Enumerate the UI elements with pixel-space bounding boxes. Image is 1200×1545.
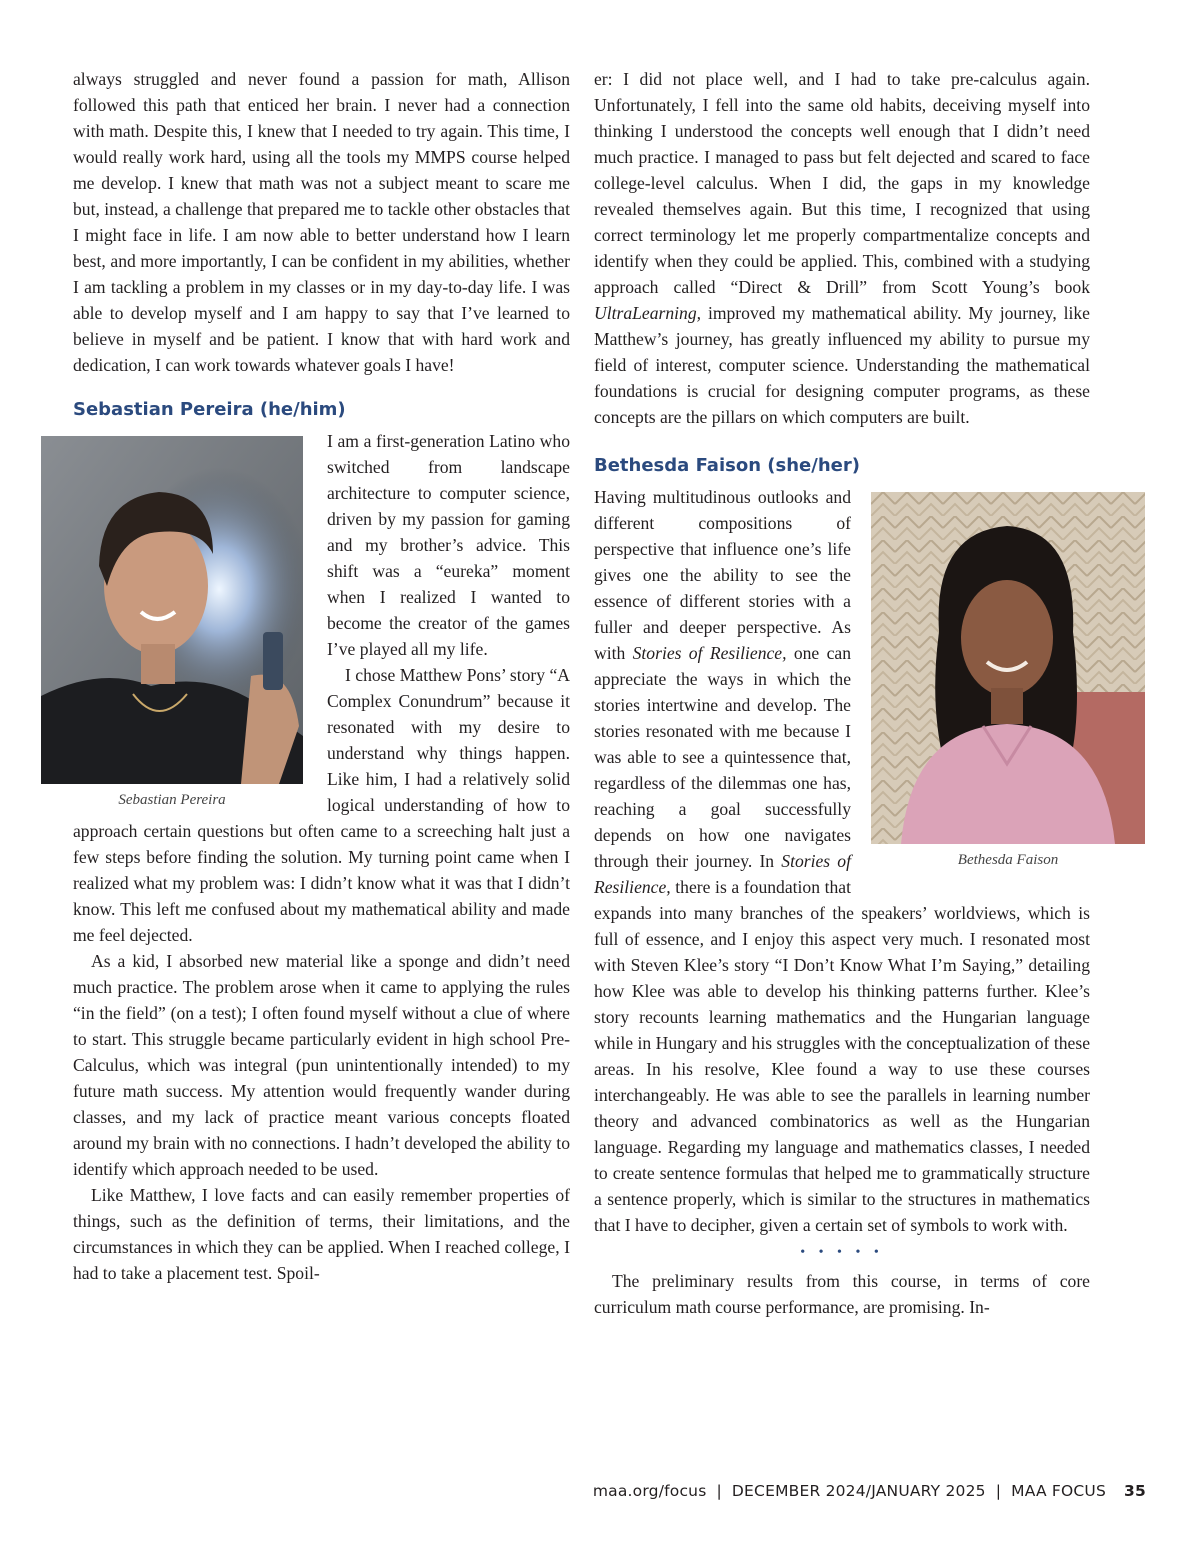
section-divider-dots: • • • • • — [800, 1245, 884, 1260]
footer-magazine: MAA FOCUS — [1011, 1482, 1107, 1500]
paragraph-sebastian-4: Like Matthew, I love facts and can easily remember properties of things, such as the definition of terms, their limitations, and the circumstances in which they can be applied. When I reached college, I had to take a placement test. Spoil- — [73, 1185, 570, 1283]
paragraph-conclusion: The preliminary results from this course, in terms of core curriculum math course performance, are promising. In- — [594, 1271, 1090, 1317]
book-title-stories-of-resilience: Stories of Resilience, — [632, 643, 787, 663]
heading-bethesda-faison: Bethesda Faison (she/her) — [594, 455, 860, 476]
photo-bethesda-faison — [871, 492, 1145, 844]
caption-bethesda-faison: Bethesda Faison — [957, 852, 1059, 868]
right-column — [594, 66, 1090, 1320]
left-column — [73, 66, 570, 1286]
heading-sebastian-pereira: Sebastian Pereira (he/him) — [73, 399, 346, 420]
footer-separator: | — [716, 1482, 722, 1500]
page-number: 35 — [1124, 1482, 1146, 1500]
footer-issue: DECEMBER 2024/JANUARY 2025 — [731, 1482, 986, 1500]
portrait-image-sebastian — [41, 436, 303, 784]
figure-sebastian-pereira — [41, 436, 303, 810]
text-run: improved my mathematical ability. My journey, like Matthew’s journey, has greatly influenced my ability to pursue my field of interest, computer science. Understanding the mathematical foundations is crucial for designing computer programs, as these concepts are the pillars on which computers are built. — [594, 303, 1090, 427]
paragraph-sebastian-2: I chose Matthew Pons’ story “A Complex Conundrum” because it resonated with my desire to understand why things happen. Like him, I had a relatively solid logical understanding of how to approach certain questions but often came to a screeching halt just a few steps before finding the solution. My turning point came when I realized what my problem was: I didn’t know what it was that I didn’t know. This left me confused about my mathematical ability and made me feel dejected. — [73, 665, 570, 945]
text-run: one can appreciate the ways in which the stories intertwine and develop. The stories resonated with me because I was able to see a quintessence that, regardless of the dilemmas one has, reaching a goal successfully depends on how one navigates through their journey. In — [594, 643, 851, 871]
figure-bethesda-faison — [871, 492, 1145, 870]
text-run: Having multitudinous outlooks and different compositions of perspective that influence one’s life gives one the ability to see the essence of different stories with a fuller and deeper perspective. As with — [594, 487, 851, 663]
paragraph-sebastian-continued — [594, 66, 1090, 430]
portrait-image-bethesda — [871, 492, 1145, 844]
book-title-stories-of-resilience-2: Stories of Resilience, — [594, 851, 851, 897]
text-run: er: I did not place well, and I had to take pre-calculus again. Unfortunately, I fell into the same old habits, deceiving myself into thinking I understood the concepts well enough that I didn’t need much practice. I managed to pass but felt dejected and scared to face college-level calculus. When I did, the gaps in my knowledge revealed themselves again. But this time, I recognized that using correct terminology let me properly compartmentalize concepts and identify when they could be applied. This, combined with a studying approach called “Direct & Drill” from Scott Young’s book — [594, 69, 1090, 297]
footer-url: maa.org/focus — [592, 1482, 707, 1500]
caption-sebastian-pereira: Sebastian Pereira — [118, 792, 226, 808]
paragraph-intro-continued: always struggled and never found a passion for math, Allison followed this path that enticed her brain. I never had a connection with math. Despite this, I knew that I needed to try again. This time, I would really work hard, using all the tools my MMPS course helped me develop. I knew that math was not a subject meant to scare me but, instead, a challenge that prepared me to tackle other obstacles that I might face in life. I am now able to better understand how I learn best, and more importantly, I can be confident in my abilities, whether I am tackling a problem in my classes or in my day-to-day life. I was able to develop myself and I am happy to say that I’ve learned to believe in myself and be patient. I know that with hard work and dedication, I can work towards whatever goals I have! — [73, 69, 570, 375]
text-run: there is a foundation that expands into many branches of the speakers’ worldviews, which is full of essence, and I enjoy this aspect very much. I resonated most with Steven Klee’s story “I Don’t Know What I’m Saying,” detailing how Klee was able to develop his thinking patterns further. Klee’s story recounts learning mathematics and the Hungarian language while in Hungary and his struggles with the conceptualization of these areas. In his resolve, Klee found a way to use these courses interchangeably. He was able to see the parallels in learning number theory and advanced combinatorics as well as the Hungarian language. Regarding my language and mathematics classes, I needed to create sentence formulas that helped me to grammatically structure a sentence properly, which is similar to the structures in mathematics that I have to decipher, given a certain set of symbols to work with. — [594, 877, 1090, 1235]
page-footer — [593, 1482, 1146, 1500]
paragraph-sebastian-1: I am a first-generation Latino who switched from landscape architecture to computer science, driven by my passion for gaming and my brother’s advice. This shift was a “eureka” moment when I realized I wanted to become the creator of the games I’ve played all my life. — [327, 431, 570, 659]
footer-separator: | — [995, 1482, 1002, 1500]
photo-sebastian-pereira — [41, 436, 303, 784]
book-title-ultralearning: UltraLearning, — [594, 303, 702, 323]
paragraph-sebastian-3: As a kid, I absorbed new material like a sponge and didn’t need much practice. The problem arose when it came to applying the rules “in the field” (on a test); I often found myself without a clue of where to start. This struggle became particularly evident in high school Pre-Calculus, which was integral (pun unintentionally intended) to my future math success. My attention would frequently wander during classes, and my lack of practice meant various concepts floated around my brain with no connections. I hadn’t developed the ability to identify which approach needed to be used. — [73, 951, 570, 1179]
